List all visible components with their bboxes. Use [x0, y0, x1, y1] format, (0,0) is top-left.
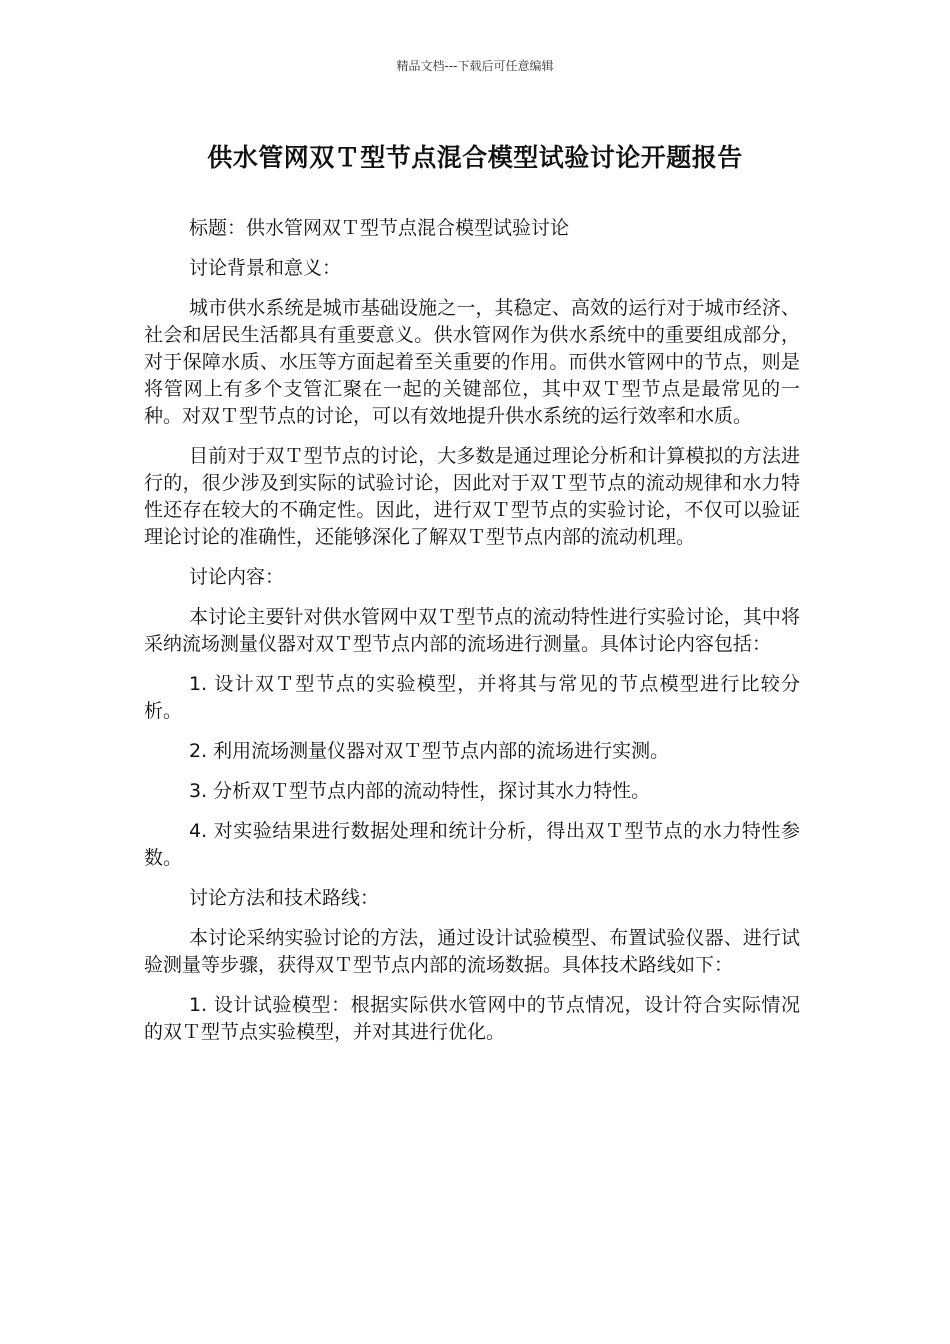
- document-body: [144, 215, 800, 1059]
- section-heading-content: 讨论内容：: [189, 566, 285, 588]
- paragraph-methods-intro: 本讨论采纳实验讨论的方法，通过设计试验模型、布置试验仪器、进行试验测量等步骤，获得双Ｔ型节点内部的流场数据。具体技术路线如下：: [144, 927, 800, 976]
- section-heading-methods: 讨论方法和技术路线：: [189, 887, 380, 909]
- list-item-content-3: 3. 分析双Ｔ型节点内部的流动特性，探讨其水力特性。: [189, 780, 651, 802]
- paragraph-background-2: 目前对于双Ｔ型节点的讨论，大多数是通过理论分析和计算模拟的方法进行的，很少涉及到实际的试验讨论，因此对于双Ｔ型节点的流动规律和水力特性还存在较大的不确定性。因此，进行双Ｔ型节点的实验讨论，不仅可以验证理论讨论的准确性，还能够深化了解双Ｔ型节点内部的流动机理。: [144, 445, 800, 548]
- section-heading-background: 讨论背景和意义：: [189, 257, 342, 279]
- list-item-content-2: 2. 利用流场测量仪器对双Ｔ型节点内部的流场进行实测。: [189, 740, 670, 762]
- header-note: 精品文档---下载后可任意编辑: [396, 59, 554, 73]
- paragraph-content-intro: 本讨论主要针对供水管网中双Ｔ型节点的流动特性进行实验讨论，其中将采纳流场测量仪器对双Ｔ型节点内部的流场进行测量。具体讨论内容包括：: [144, 606, 800, 655]
- list-item-methods-1: 1. 设计试验模型：根据实际供水管网中的节点情况，设计符合实际情况的双Ｔ型节点实验模型，并对其进行优化。: [144, 994, 800, 1043]
- document-title: 供水管网双Ｔ型节点混合模型试验讨论开题报告: [207, 143, 743, 172]
- paragraph-title-line: 标题：供水管网双Ｔ型节点混合模型试验讨论: [189, 217, 570, 239]
- list-item-content-1: 1. 设计双Ｔ型节点的实验模型，并将其与常见的节点模型进行比较分析。: [144, 673, 800, 722]
- paragraph-background-1: 城市供水系统是城市基础设施之一，其稳定、高效的运行对于城市经济、社会和居民生活都具有重要意义。供水管网作为供水系统中的重要组成部分，对于保障水质、水压等方面起着至关重要的作用。而供水管网中的节点，则是将管网上有多个支管汇聚在一起的关键部位，其中双Ｔ型节点是最常见的一种。对双Ｔ型节点的讨论，可以有效地提升供水系统的运行效率和水质。: [144, 297, 800, 427]
- list-item-content-4: 4. 对实验结果进行数据处理和统计分析，得出双Ｔ型节点的水力特性参数。: [144, 820, 800, 869]
